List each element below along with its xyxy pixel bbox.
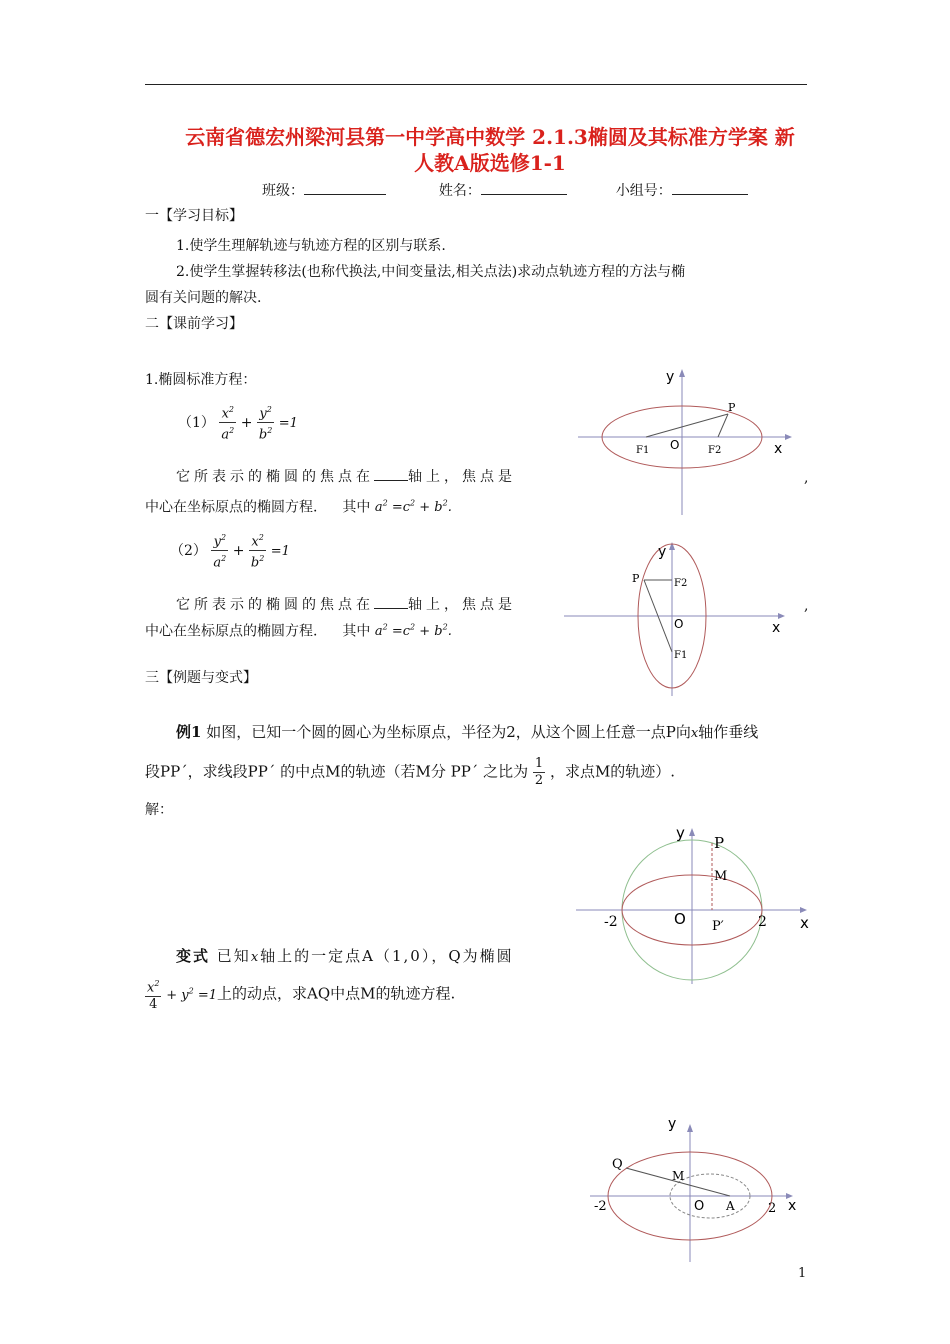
fig4-a-label: A xyxy=(726,1199,735,1213)
fig3-pos2-label: 2 xyxy=(758,914,767,930)
y-axis-arrow-icon xyxy=(669,542,675,550)
fig2-f1-label: F1 xyxy=(674,650,688,661)
solution-label: 解： xyxy=(145,802,173,818)
section3-heading: 三【例题与变式】 xyxy=(145,670,257,686)
desc-2-line2: 中心在坐标原点的椭圆方程. 其中 $a^2 =c^2 + b^2$. xyxy=(145,623,452,640)
segment-pf2 xyxy=(718,414,728,437)
fig3-p-label: P xyxy=(714,834,725,852)
section2-heading: 二【课前学习】 xyxy=(145,316,243,332)
figure-variant-ellipse xyxy=(586,1116,804,1266)
comma-1: , xyxy=(804,470,809,486)
fraction-x2-a2: $\frac{x^2}{a^2}$ xyxy=(219,402,236,444)
fig3-y-label: y xyxy=(676,824,685,842)
std-eq-item: 1.椭圆标准方程： xyxy=(145,372,257,388)
y-axis-arrow-icon xyxy=(679,369,685,377)
fig1-p-label: P xyxy=(728,401,736,414)
example-1-line1: 例1 如图，已知一个圆的圆心为坐标原点，半径为2，从这个圆上任意一点P向x轴作垂线 xyxy=(176,723,759,741)
goal-1: 1.使学生理解轨迹与轨迹方程的区别与联系. xyxy=(176,238,446,254)
y-axis-arrow-icon xyxy=(687,1124,693,1132)
fig2-y-label: y xyxy=(658,544,667,560)
fraction-y2-a2: $\frac{y^2}{a^2}$ xyxy=(211,530,228,572)
fig4-neg2-label: -2 xyxy=(594,1199,607,1214)
fig3-x-label: x xyxy=(800,914,809,932)
example-1-line2: 段PP´，求线段PP´ 的中点M的轨迹（若M分 PP´ 之比为 $\frac{1}{2}$ ，求点M的轨迹）. xyxy=(145,756,676,788)
fig4-x-label: x xyxy=(788,1198,797,1214)
desc-1-line2: 中心在坐标原点的椭圆方程. 其中 $a^2 =c^2 + b^2$. xyxy=(145,499,452,516)
fig3-neg2-label: -2 xyxy=(604,914,618,930)
fig1-x-label: x xyxy=(774,441,783,457)
group-label: 小组号： xyxy=(615,183,672,199)
variant-line2: $\frac{x^2}{4}$ + $y^2 =1$上的动点，求AQ中点M的轨迹方程. xyxy=(145,976,455,1013)
desc-1-line1: 它所表示的椭圆的焦点在 轴上，焦点是 xyxy=(176,466,516,487)
equation-1: （1） $\frac{x^2}{a^2}$ + $\frac{y^2}{b^2}$ =1 xyxy=(178,402,298,444)
equation-2: （2） $\frac{y^2}{a^2}$ + $\frac{x^2}{b^2}$ =1 xyxy=(170,530,290,572)
fig3-origin-label: O xyxy=(674,910,686,928)
fig3-pprime-label: P′ xyxy=(712,919,724,934)
eq1-label: （1） xyxy=(178,414,215,431)
eq2-label: （2） xyxy=(170,542,207,559)
fig2-p-label: P xyxy=(632,572,640,585)
fig2-x-label: x xyxy=(772,620,781,636)
section1-heading: 一【学习目标】 xyxy=(145,208,243,224)
group-blank[interactable] xyxy=(672,180,748,195)
fig4-origin-label: O xyxy=(694,1199,705,1214)
fig4-m-label: M xyxy=(672,1169,685,1183)
class-label: 班级： xyxy=(262,183,304,199)
fig4-y-label: y xyxy=(668,1116,677,1132)
goal-2a: 2.使学生掌握转移法(也称代换法,中间变量法,相关点法)求动点轨迹方程的方法与椭 xyxy=(176,264,686,280)
fraction-x2-b2: $\frac{x^2}{b^2}$ xyxy=(249,530,266,572)
x-axis-arrow-icon xyxy=(778,613,785,619)
fig4-pos2-label: 2 xyxy=(768,1201,777,1216)
goal-2b: 圆有关问题的解决. xyxy=(145,290,262,306)
fig2-f2-label: F2 xyxy=(674,578,688,589)
desc-2-line1: 它所表示的椭圆的焦点在 轴上，焦点是 xyxy=(176,594,516,615)
figure-ellipse-vertical xyxy=(560,540,800,700)
fig2-origin-label: O xyxy=(674,617,684,631)
fraction-x2-4: $\frac{x^2}{4}$ xyxy=(145,976,161,1013)
variant-line1: 变式 已知x轴上的一定点A（1,0），Q为椭圆 xyxy=(176,947,514,965)
comma-2: , xyxy=(804,598,809,614)
segment-pf1 xyxy=(646,414,728,437)
fraction-y2-b2: $\frac{y^2}{b^2}$ xyxy=(257,402,274,444)
header-rule xyxy=(145,84,807,85)
fraction-one-half: $\frac{1}{2}$ xyxy=(534,756,544,788)
page-title-line2: 人教A版选修1-1 xyxy=(414,151,566,175)
y-axis-arrow-icon xyxy=(689,828,695,836)
class-blank[interactable] xyxy=(304,180,386,195)
figure-ellipse-horizontal xyxy=(570,365,800,520)
fig1-f1-label: F1 xyxy=(636,445,650,456)
page-title-line1: 云南省德宏州梁河县第一中学高中数学 2.1.3椭圆及其标准方学案 新 xyxy=(185,125,795,149)
page-number: 1 xyxy=(798,1266,807,1281)
fig3-m-label: M xyxy=(714,869,728,884)
name-label: 姓名： xyxy=(438,183,481,199)
x-axis-arrow-icon xyxy=(785,434,792,440)
name-blank[interactable] xyxy=(481,180,567,195)
figure-circle-ellipse xyxy=(572,822,812,987)
fig1-origin-label: O xyxy=(670,438,680,452)
fig4-q-label: Q xyxy=(612,1157,623,1172)
x-axis-arrow-icon xyxy=(800,907,807,913)
fig1-y-label: y xyxy=(666,369,675,385)
info-row xyxy=(262,180,748,201)
fig1-f2-label: F2 xyxy=(708,445,722,456)
